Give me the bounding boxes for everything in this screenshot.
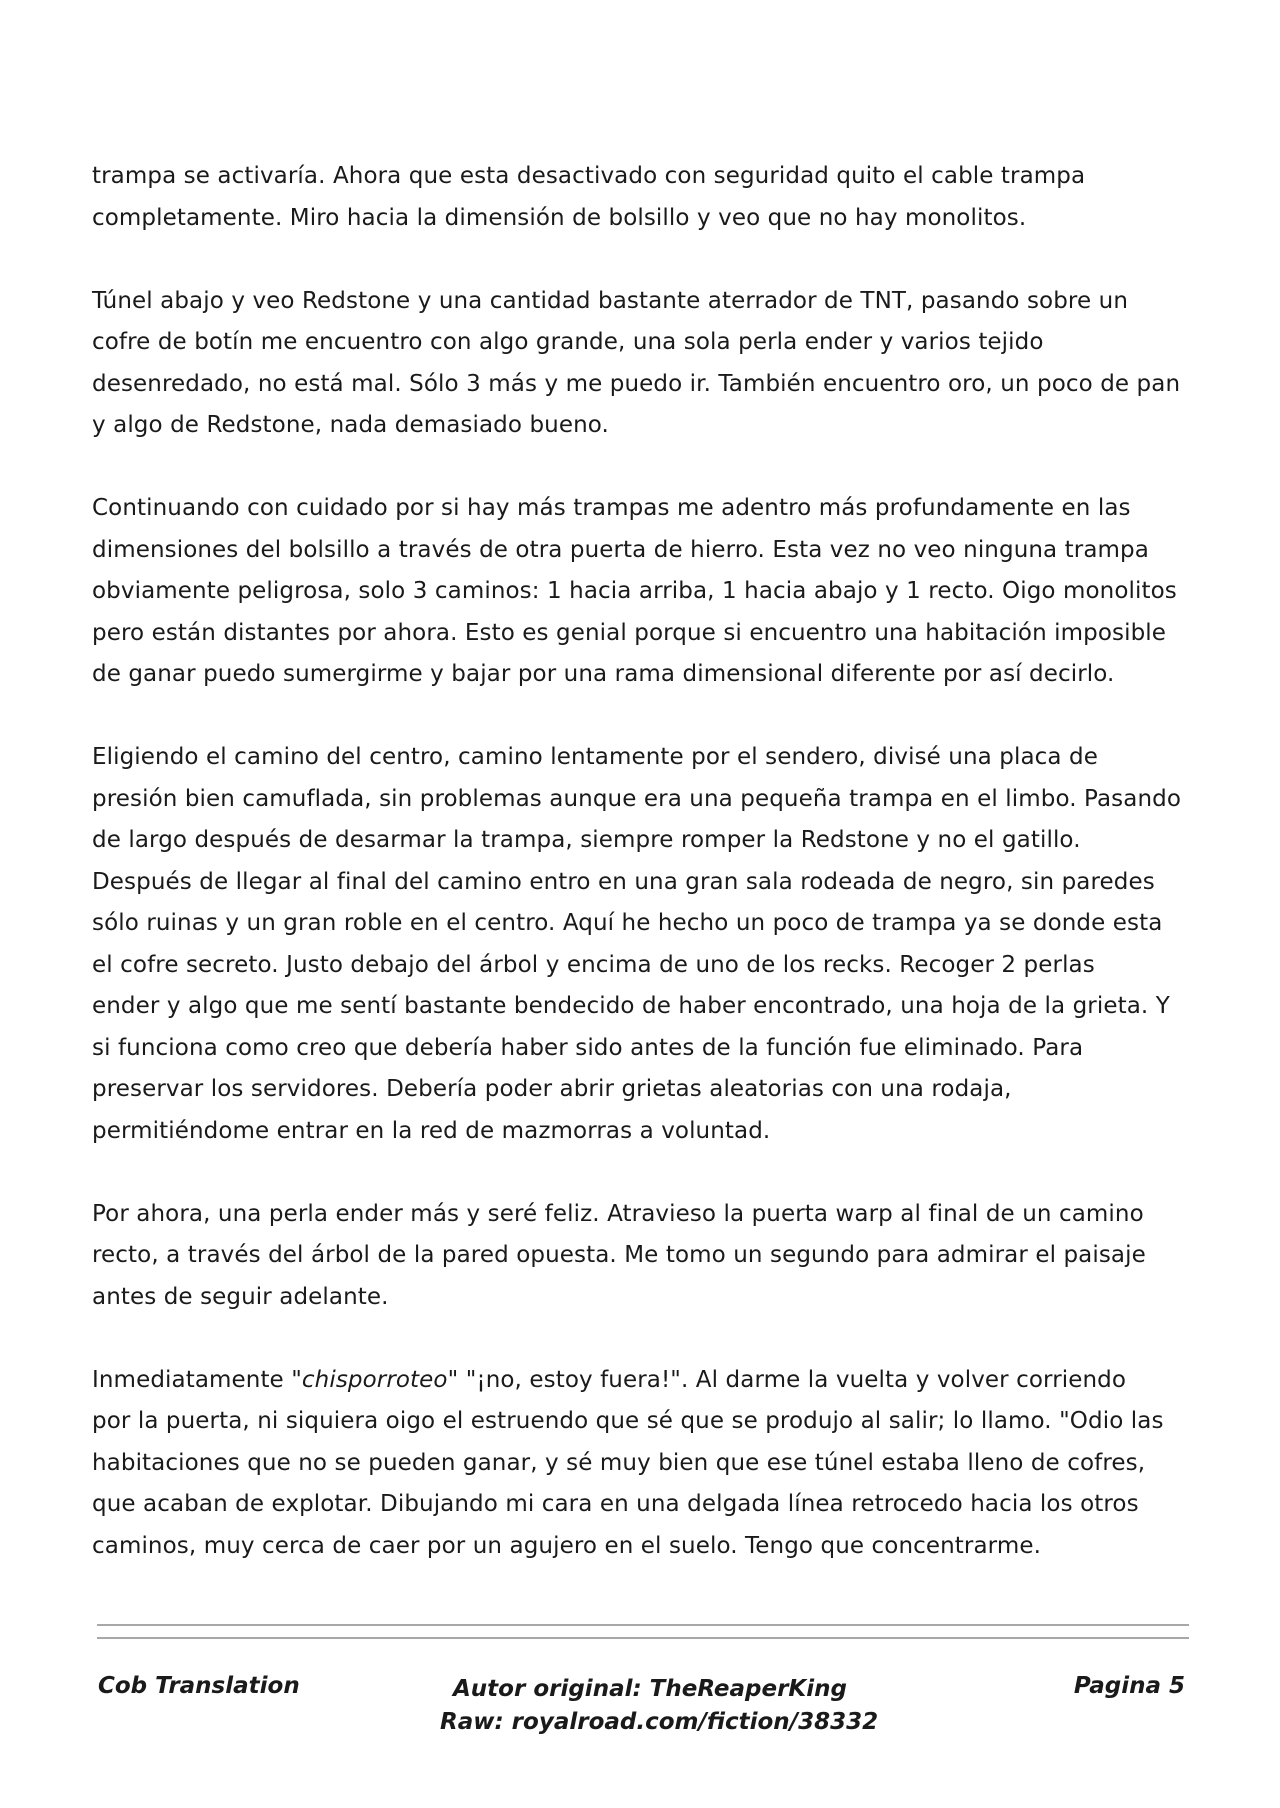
text-segment: " "¡no, estoy fuera!". Al darme la vuelta y volver corriendo <box>447 1366 1127 1393</box>
text-line: ender y algo que me sentí bastante bendecido de haber encontrado, una hoja de la grieta. Y <box>92 993 1170 1019</box>
footer-raw-source: Raw: royalroad.com/fiction/38332 <box>440 1709 879 1735</box>
text-line: Continuando con cuidado por si hay más trampas me adentro más profundamente en las <box>92 495 1131 521</box>
text-line: Eligiendo el camino del centro, camino lentamente por el sendero, divisé una placa de <box>92 744 1098 770</box>
text-line: habitaciones que no se pueden ganar, y sé muy bien que ese túnel estaba lleno de cofres, <box>92 1449 1146 1476</box>
text-line: obviamente peligrosa, solo 3 caminos: 1 hacia arriba, 1 hacia abajo y 1 recto. Oigo monolitos <box>92 578 1177 604</box>
text-line: desenredado, no está mal. Sólo 3 más y me puedo ir. También encuentro oro, un poco de pan <box>92 370 1181 397</box>
paragraph-4 <box>92 737 1200 1152</box>
text-line: preservar los servidores. Debería poder abrir grietas aleatorias con una rodaja, <box>92 1076 1012 1102</box>
text-line: de largo después de desarmar la trampa, siempre romper la Redstone y no el gatillo. <box>92 827 1081 853</box>
text-line: permitiéndome entrar en la red de mazmorras a voluntad. <box>92 1117 771 1144</box>
footer-translator: Cob Translation <box>98 1673 300 1699</box>
italic-sound-word: chisporroteo <box>301 1366 448 1393</box>
footer-credits <box>440 1673 879 1739</box>
footer-page-number: Pagina 5 <box>1073 1673 1185 1699</box>
text-line: dimensiones del bolsillo a través de otra puerta de hierro. Esta vez no veo ninguna trampa <box>92 536 1149 563</box>
text-line: caminos, muy cerca de caer por un agujero en el suelo. Tengo que concentrarme. <box>92 1532 1041 1559</box>
text-line: de ganar puedo sumergirme y bajar por una rama dimensional diferente por así decirlo. <box>92 661 1115 687</box>
footer-divider-top <box>97 1624 1189 1626</box>
text-line: Después de llegar al final del camino entro en una gran sala rodeada de negro, sin paredes <box>92 868 1155 895</box>
paragraph-1 <box>92 156 1200 239</box>
text-line: antes de seguir adelante. <box>92 1283 389 1310</box>
text-line: completamente. Miro hacia la dimensión de bolsillo y veo que no hay monolitos. <box>92 204 1027 231</box>
text-line: que acaban de explotar. Dibujando mi cara en una delgada línea retrocedo hacia los otros <box>92 1491 1139 1517</box>
text-segment: Inmediatamente " <box>92 1366 302 1393</box>
text-line: sólo ruinas y un gran roble en el centro. Aquí he hecho un poco de trampa ya se donde esta <box>92 910 1163 936</box>
paragraph-3 <box>92 488 1200 696</box>
text-line: y algo de Redstone, nada demasiado bueno. <box>92 412 609 438</box>
text-line: presión bien camuflada, sin problemas aunque era una pequeña trampa en el limbo. Pasando <box>92 785 1182 812</box>
paragraph-6 <box>92 1360 1200 1568</box>
text-line: si funciona como creo que debería haber sido antes de la función fue eliminado. Para <box>92 1034 1084 1061</box>
paragraph-2 <box>92 281 1200 447</box>
paragraph-5 <box>92 1194 1200 1319</box>
text-line: por la puerta, ni siquiera oigo el estruendo que sé que se produjo al salir; lo llamo. "Odio las <box>92 1408 1164 1434</box>
text-line <box>92 1367 1126 1393</box>
text-line: cofre de botín me encuentro con algo grande, una sola perla ender y varios tejido <box>92 329 1044 355</box>
text-line: Por ahora, una perla ender más y seré feliz. Atravieso la puerta warp al final de un camino <box>92 1200 1144 1227</box>
footer-divider-bottom <box>97 1637 1189 1639</box>
text-line: Túnel abajo y veo Redstone y una cantidad bastante aterrador de TNT, pasando sobre un <box>92 287 1128 314</box>
text-line: pero están distantes por ahora. Esto es genial porque si encuentro una habitación imposible <box>92 619 1167 646</box>
text-line: trampa se activaría. Ahora que esta desactivado con seguridad quito el cable trampa <box>92 163 1086 189</box>
footer-original-author: Autor original: TheReaperKing <box>453 1676 847 1702</box>
text-line: recto, a través del árbol de la pared opuesta. Me tomo un segundo para admirar el paisaje <box>92 1242 1146 1268</box>
body-text <box>92 156 1200 1567</box>
text-line: el cofre secreto. Justo debajo del árbol y encima de uno de los recks. Recoger 2 perlas <box>92 951 1095 978</box>
